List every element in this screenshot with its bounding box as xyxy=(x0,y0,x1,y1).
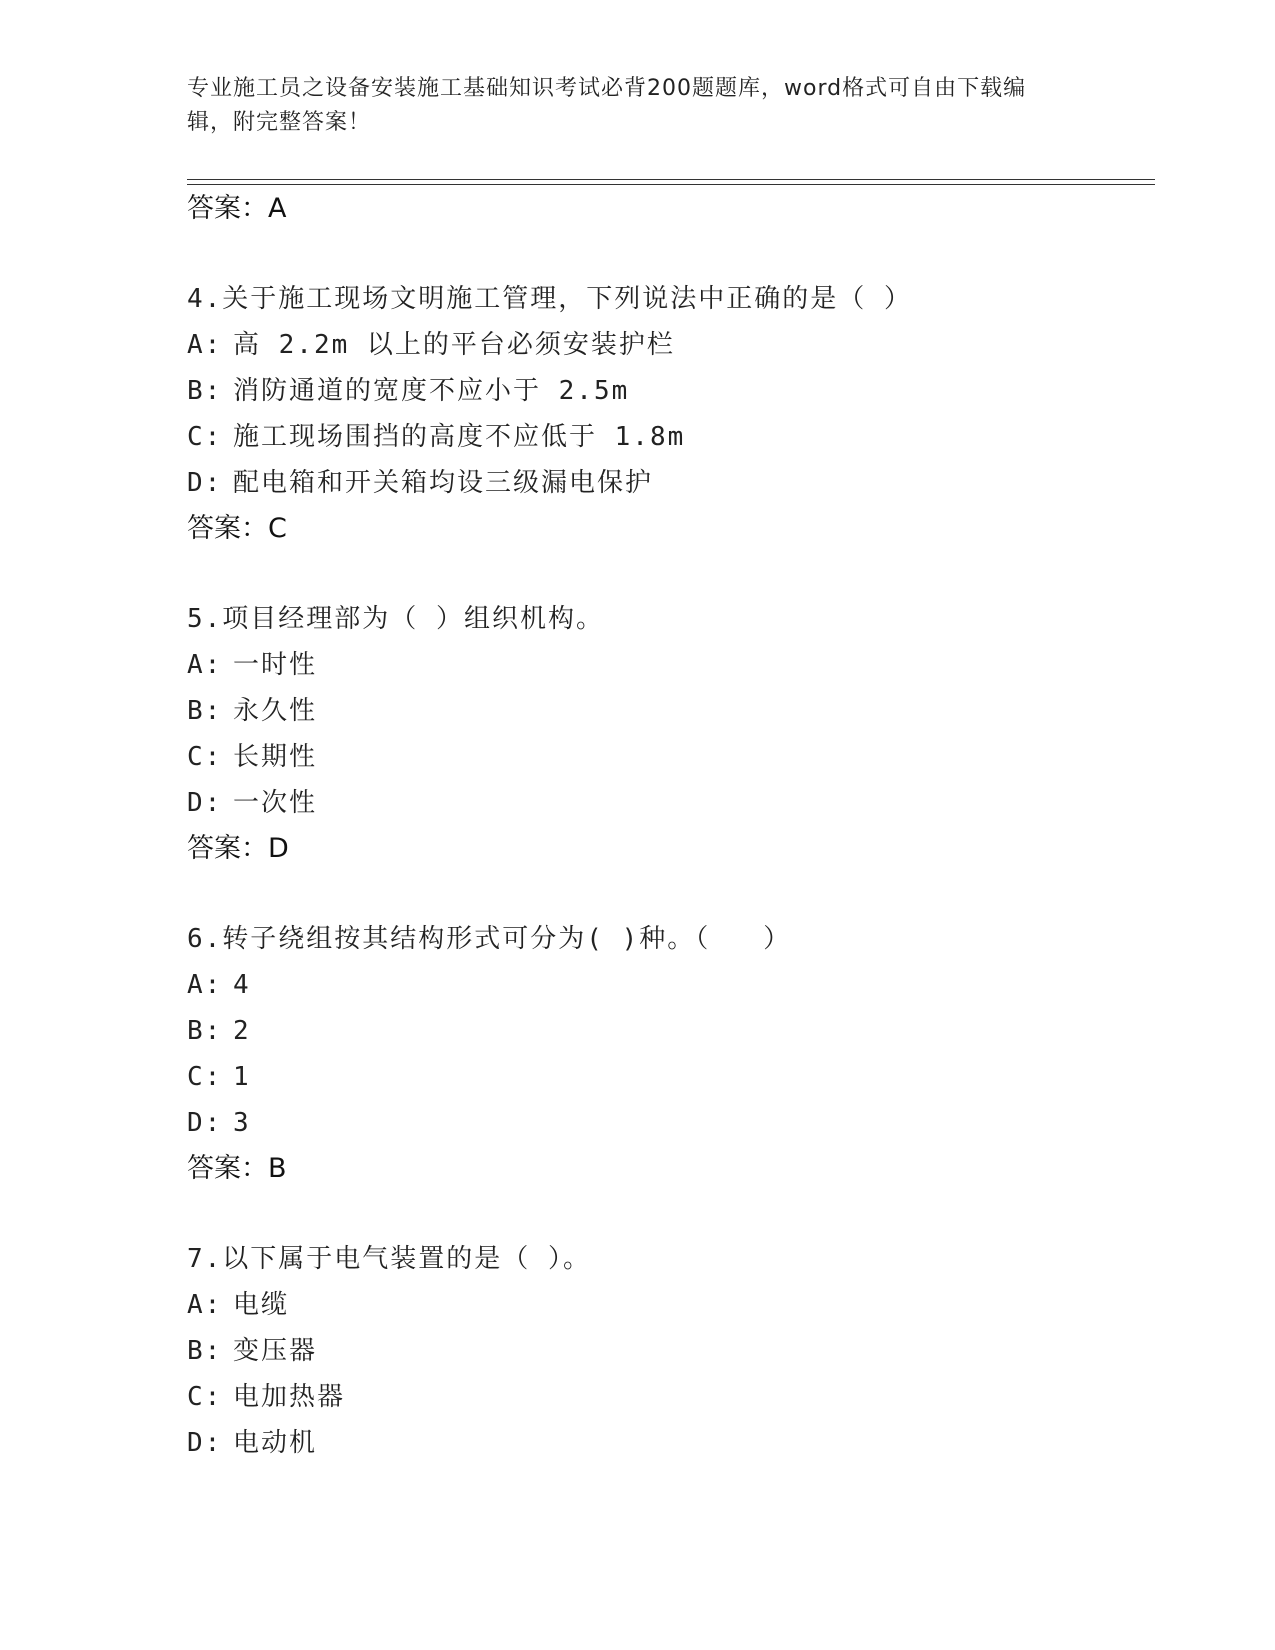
document-content xyxy=(187,186,1147,1466)
option-key: A: xyxy=(187,330,223,360)
option-b xyxy=(187,688,1147,734)
option-d xyxy=(187,1100,1147,1146)
option-text: 电动机 xyxy=(233,1428,318,1458)
option-key: B: xyxy=(187,1016,223,1046)
option-c xyxy=(187,414,1147,460)
option-text: 电缆 xyxy=(233,1290,290,1320)
answer-line: 答案：A xyxy=(187,193,287,224)
option-text: 配电箱和开关箱均设三级漏电保护 xyxy=(233,468,654,498)
option-c xyxy=(187,1374,1147,1420)
option-key: B: xyxy=(187,696,223,726)
option-text: 消防通道的宽度不应小于 2.5m xyxy=(233,376,630,406)
header-rule-bottom xyxy=(187,184,1155,185)
question-block xyxy=(187,596,1147,872)
document-header: 专业施工员之设备安装施工基础知识考试必背200题题库，word格式可自由下载编辑，附完整答案！ xyxy=(187,76,1027,135)
option-key: B: xyxy=(187,376,223,406)
option-d xyxy=(187,460,1147,506)
option-text: 电加热器 xyxy=(233,1382,346,1412)
option-key: D: xyxy=(187,1108,223,1138)
option-a xyxy=(187,962,1147,1008)
question-stem: 5.项目经理部为（ ）组织机构。 xyxy=(187,604,604,634)
question-block xyxy=(187,916,1147,1192)
option-b xyxy=(187,1328,1147,1374)
option-text: 1 xyxy=(233,1062,251,1092)
question-stem: 7.以下属于电气装置的是（ ）。 xyxy=(187,1244,591,1274)
option-key: B: xyxy=(187,1336,223,1366)
option-text: 长期性 xyxy=(233,742,318,772)
option-key: D: xyxy=(187,468,223,498)
option-key: C: xyxy=(187,1382,223,1412)
option-d xyxy=(187,1420,1147,1466)
header-rule-top xyxy=(187,179,1155,180)
option-d xyxy=(187,780,1147,826)
option-c xyxy=(187,734,1147,780)
option-key: C: xyxy=(187,742,223,772)
option-a xyxy=(187,642,1147,688)
option-key: D: xyxy=(187,1428,223,1458)
question-stem: 6.转子绕组按其结构形式可分为( )种。（ ） xyxy=(187,924,792,954)
option-text: 永久性 xyxy=(233,696,318,726)
option-text: 高 2.2m 以上的平台必须安装护栏 xyxy=(233,330,675,360)
answer-line: 答案：C xyxy=(187,513,287,544)
option-c xyxy=(187,1054,1147,1100)
option-text: 变压器 xyxy=(233,1336,318,1366)
option-a xyxy=(187,1282,1147,1328)
option-key: C: xyxy=(187,1062,223,1092)
option-text: 施工现场围挡的高度不应低于 1.8m xyxy=(233,422,686,452)
question-stem: 4.关于施工现场文明施工管理，下列说法中正确的是（ ） xyxy=(187,284,912,314)
option-b xyxy=(187,1008,1147,1054)
question-block xyxy=(187,1236,1147,1466)
option-text: 一次性 xyxy=(233,788,318,818)
question-block xyxy=(187,276,1147,552)
answer-line: 答案：B xyxy=(187,1153,287,1184)
option-text: 一时性 xyxy=(233,650,318,680)
option-text: 4 xyxy=(233,970,251,1000)
option-b xyxy=(187,368,1147,414)
option-text: 2 xyxy=(233,1016,251,1046)
answer-line: 答案：D xyxy=(187,833,289,864)
option-key: A: xyxy=(187,650,223,680)
option-key: D: xyxy=(187,788,223,818)
option-key: C: xyxy=(187,422,223,452)
option-key: A: xyxy=(187,1290,223,1320)
option-a xyxy=(187,322,1147,368)
option-key: A: xyxy=(187,970,223,1000)
option-text: 3 xyxy=(233,1108,251,1138)
